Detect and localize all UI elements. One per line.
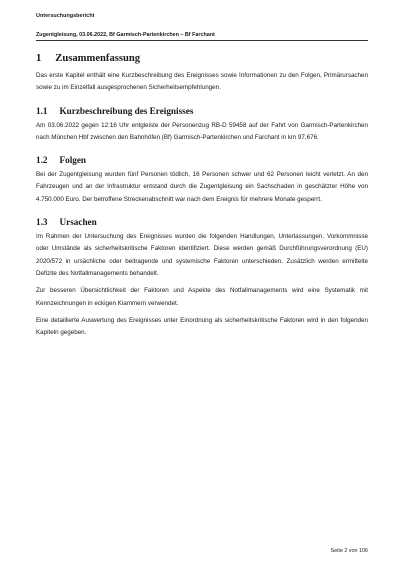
section-1-1-heading	[36, 106, 368, 116]
report-subject-header: Zugentgleisung, 03.06.2022, Bf Garmisch-Partenkirchen – Bf Farchant	[36, 32, 215, 38]
main-content	[36, 53, 368, 344]
section-1-1-number: 1.1	[36, 105, 48, 116]
section-1-title: Zusammenfassung	[55, 53, 141, 64]
section-1-2-text: Bei der Zugentgleisung wurden fünf Personen tödlich, 16 Personen schwer und 62 Personen leicht verletzt. An den Fahrzeugen und an der Infrastruktur entstand durch die Zugentgleisung ein Sachschaden in geschätzter Höhe von 4.750.000 Euro. Der betroffene Streckenabschnitt war nach dem Ereignis für mehrere Monate gesperrt.	[36, 171, 368, 203]
section-1-2-number: 1.2	[36, 155, 48, 166]
section-1-1-title: Kurzbeschreibung des Ereignisses	[59, 105, 194, 116]
page-number: Seite 2 von 106	[330, 548, 368, 554]
section-1-3-paragraph-1: Im Rahmen der Untersuchung des Ereignisses wurden die folgenden Handlungen, Unterlassungen, Vorkommnisse oder Umstände als sicherheitskritische Faktoren identifiziert. Diese werden gemäß Durchführungsverordnung (EU) 2020/572 in ursächliche oder beitragende und systemische Faktoren unterschieden. Zusätzlich werden ermittelte Defizite des Notfallmanagements behandelt.	[36, 233, 368, 277]
section-1-2-heading	[36, 155, 368, 165]
section-1-3-paragraph-3: Eine detaillierte Auswertung des Ereignisses unter Einordnung als sicherheitskritische Faktoren wird in den folgenden Kapiteln gegeben.	[36, 316, 368, 337]
header-divider	[36, 40, 368, 41]
section-1-heading	[36, 53, 368, 64]
report-type-header: Untersuchungsbericht	[36, 13, 95, 19]
section-1-3-paragraph-2: Zur besseren Übersichtlichkeit der Faktoren und Aspekte des Notfallmanagements wird eine Systematik mit Kennzeichnungen in eckigen Klammern verwendet.	[36, 287, 368, 307]
section-1-number: 1	[36, 53, 42, 64]
section-1-3-heading	[36, 217, 368, 227]
section-1-2-title: Folgen	[59, 155, 87, 166]
section-1-1-text: Am 03.06.2022 gegen 12:16 Uhr entgleiste der Personenzug RB-D 59458 auf der Fahrt von Garmisch-Partenkirchen nach München Hbf zwischen den Bahnhöfen (Bf) Garmisch-Partenkirchen und Farchant in km 97,676.	[36, 121, 368, 141]
section-1-intro: Das erste Kapitel enthält eine Kurzbeschreibung des Ereignisses sowie Informationen zu den Folgen, Primärursachen sowie zu im Einzelfall ausgesprochenen Sicherheitsempfehlungen.	[36, 72, 368, 92]
section-1-3-title: Ursachen	[59, 217, 97, 228]
section-1-3-number: 1.3	[36, 217, 48, 228]
